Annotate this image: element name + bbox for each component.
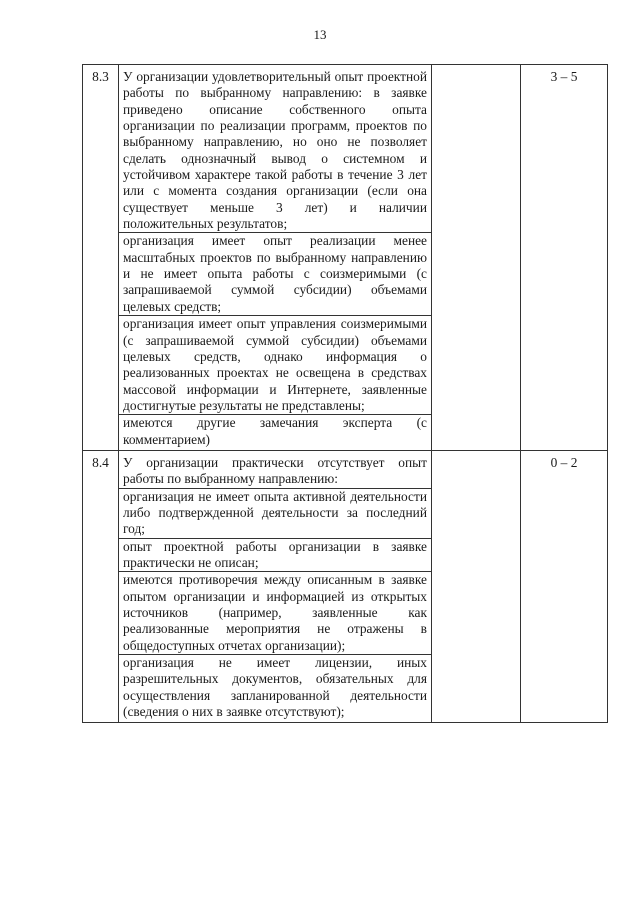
description-paragraph: организация не имеет лицензии, иных разрешительных документов, обязательных для осуществления запланированной деятельности (сведения о них в заявке отсутствуют);: [119, 654, 431, 720]
criterion-description: [119, 450, 432, 723]
description-paragraph: организация не имеет опыта активной деятельности либо подтвержденной деятельности за последний год;: [119, 488, 431, 538]
description-paragraph: организация имеет опыт реализации менее масштабных проектов по выбранному направлению и не имеет опыта работы с соизмеримыми (с запрашиваемой суммой субсидии) объемами целевых средств;: [119, 232, 431, 315]
description-paragraph: имеются противоречия между описанным в заявке опытом организации и информацией из открытых источников (например, заявленные как реализованные мероприятия не отражены в общедоступных отчетах организации);: [119, 571, 431, 654]
description-paragraph: опыт проектной работы организации в заявке практически не описан;: [119, 538, 431, 572]
table-row: [83, 65, 608, 451]
description-paragraph: У организации удовлетворительный опыт проектной работы по выбранному направлению: в заявке приведено описание собственного опыта организации по реализации программ, проектов по выбранному направлению, но оно не позволяет сделать однозначный вывод о системном и устойчивом характере такой работы в течение 3 лет или с момента создания организации (если она существует меньше 3 лет) и наличии положительных результатов;: [123, 69, 427, 232]
criterion-description: [119, 65, 432, 451]
score-range: 0 – 2: [521, 450, 608, 723]
score-range: 3 – 5: [521, 65, 608, 451]
empty-cell: [432, 450, 521, 723]
page-number: 13: [313, 27, 327, 42]
table-row: [83, 450, 608, 723]
empty-cell: [432, 65, 521, 451]
criteria-table: [82, 64, 608, 723]
description-paragraph: организация имеет опыт управления соизмеримыми (с запрашиваемой суммой субсидии) объемами целевых средств, однако информация о реализованных проектах не освещена в средствах массовой информации и Интернете, заявленные достигнутые результаты не представлены;: [119, 315, 431, 414]
description-paragraph: имеются другие замечания эксперта (с комментарием): [119, 414, 431, 448]
description-paragraph: У организации практически отсутствует опыт работы по выбранному направлению:: [123, 454, 427, 487]
criterion-number: 8.4: [83, 450, 119, 723]
criterion-number: 8.3: [83, 65, 119, 451]
